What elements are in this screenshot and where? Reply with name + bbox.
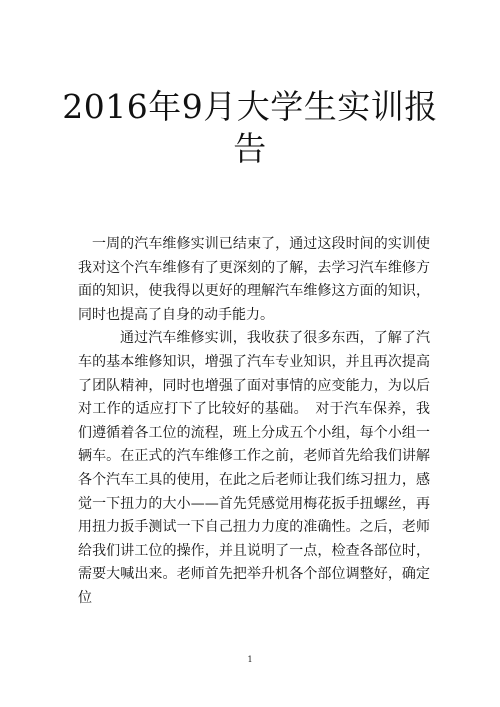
paragraph-1: 一周的汽车维修实训已结束了，通过这段时间的实训使我对这个汽车维修有了更深刻的了解，去学习汽车维修方面的知识，使我得以更好的理解汽车维修这方面的知识，同时也提高了自身的动手能力。 — [78, 236, 430, 323]
document-body — [78, 233, 430, 611]
paragraph-2: 通过汽车维修实训，我收获了很多东西，了解了汽车的基本维修知识，增强了汽车专业知识，并且再次提高了团队精神，同时也增强了面对事情的应变能力，为以后对工作的适应打下了比较好的基础。 对于汽车保养，我们遵循着各工位的流程，班上分成五个小组，每个小组一辆车。在正式的汽车维修工作之前，老师首先给我们讲解各个汽车工具的使用，在此之后老师让我们练习扭力，感觉一下扭力的大小——首先凭感觉用梅花扳手扭螺丝，再用扭力扳手测试一下自己扭力力度的准确性。之后，老师给我们讲工位的操作，并且说明了一点，检查各部位时，需要大喊出来。老师首先把举升机各个部位调整好，确定位 — [78, 330, 430, 606]
document-title: 2016年9月大学生实训报告 — [62, 87, 438, 168]
page-number: 1 — [247, 655, 253, 664]
